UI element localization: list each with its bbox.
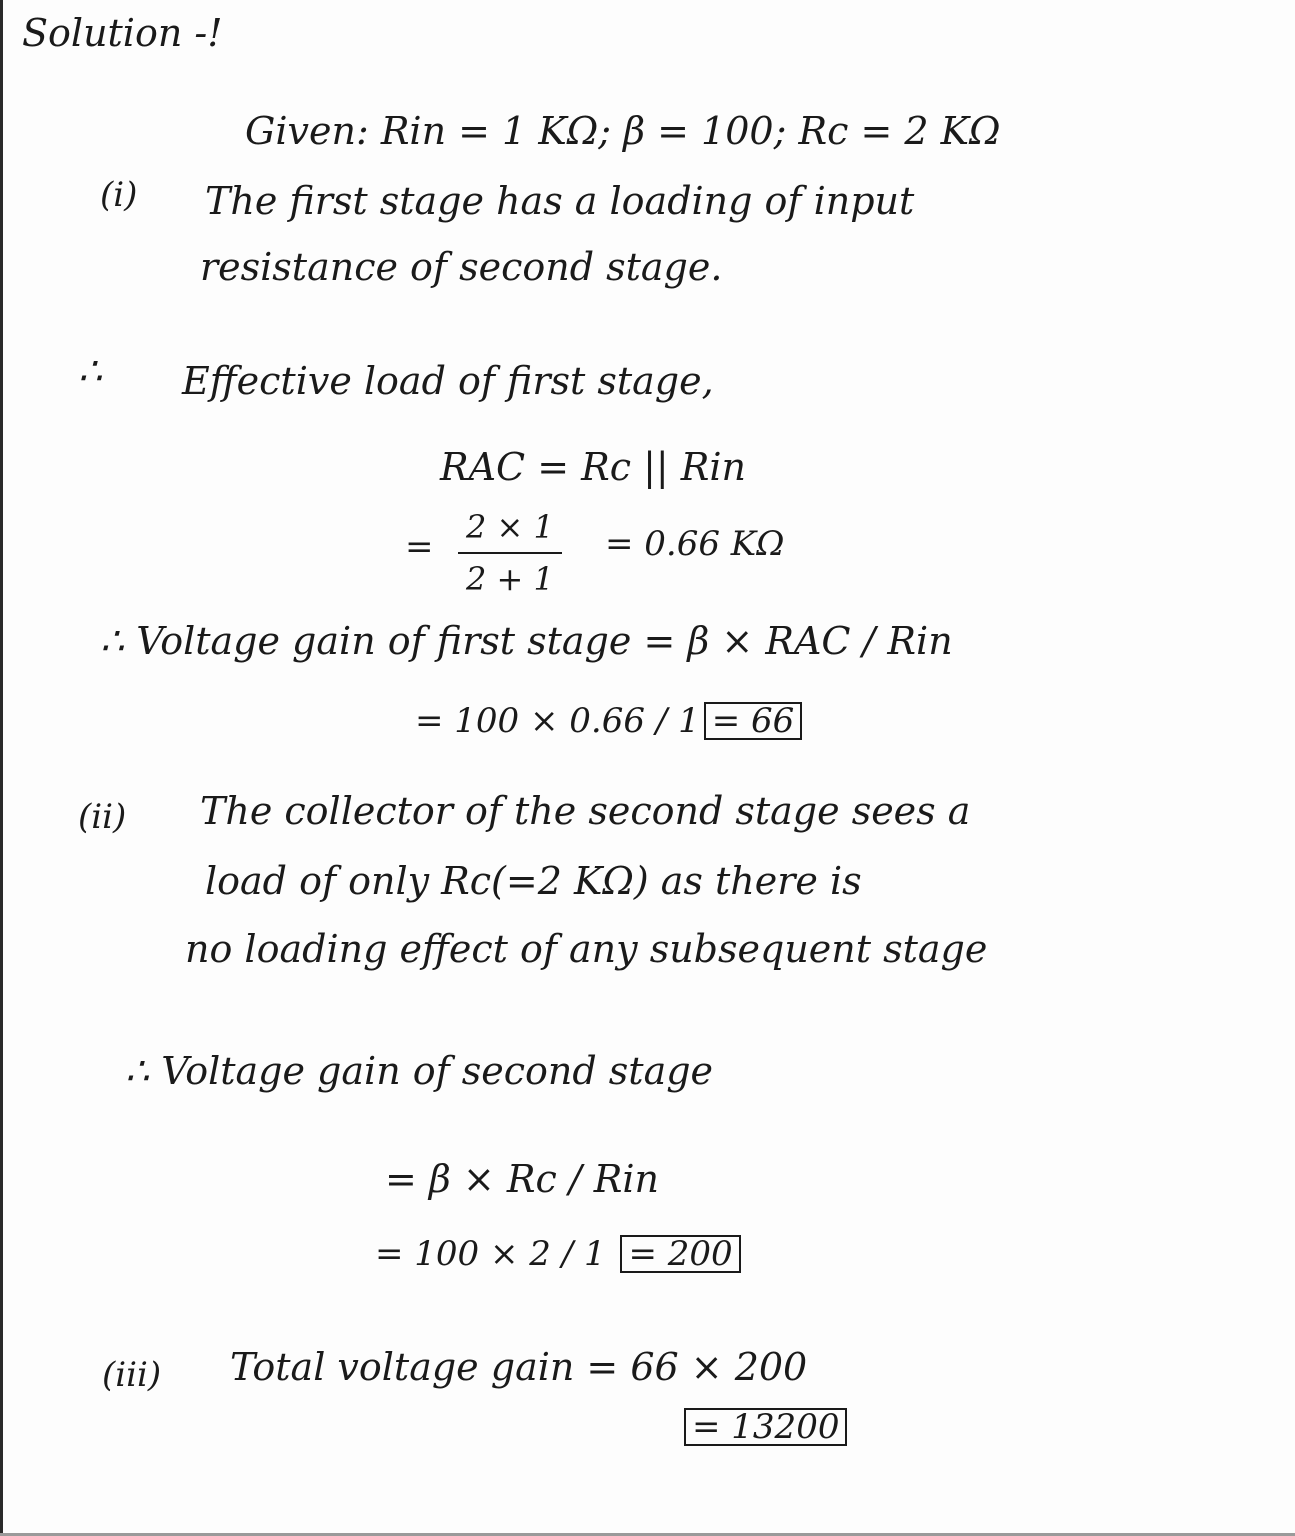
page-left-edge xyxy=(0,0,3,1536)
second-stage-gain-heading: ∴ Voltage gain of second stage xyxy=(125,1049,714,1093)
part2-line1: The collector of the second stage sees a xyxy=(200,789,971,833)
first-stage-gain-calc xyxy=(415,702,802,740)
given-values: Given: Rin = 1 KΩ; β = 100; Rc = 2 KΩ xyxy=(245,109,1001,153)
first-stage-gain-formula: ∴ Voltage gain of first stage = β × RAC / Rin xyxy=(100,619,953,663)
part2-line2: load of only Rc(=2 KΩ) as there is xyxy=(205,859,862,903)
second-stage-gain-calc xyxy=(375,1235,741,1273)
rac-fraction xyxy=(458,508,562,598)
second-stage-gain-formula: = β × Rc / Rin xyxy=(385,1157,659,1201)
second-stage-gain-expression: = 100 × 2 / 1 xyxy=(375,1234,606,1274)
rac-fraction-numerator: 2 × 1 xyxy=(466,508,554,546)
part1-line1: The first stage has a loading of input xyxy=(205,179,915,223)
total-gain-result-wrap xyxy=(680,1408,847,1446)
second-stage-gain-result: = 200 xyxy=(620,1235,740,1273)
rac-formula: RAC = Rc || Rin xyxy=(440,445,747,489)
part1-line2: resistance of second stage. xyxy=(200,245,723,289)
part2-line3: no loading effect of any subsequent stage xyxy=(185,927,988,971)
total-gain-result: = 13200 xyxy=(684,1408,847,1446)
total-gain-line: Total voltage gain = 66 × 200 xyxy=(230,1345,808,1389)
rac-fraction-denominator: 2 + 1 xyxy=(466,560,554,598)
rac-eq-sign: = xyxy=(405,527,434,567)
part1-label: (i) xyxy=(100,175,138,215)
part3-label: (iii) xyxy=(102,1355,162,1395)
therefore-symbol: ∴ xyxy=(78,349,103,393)
rac-fraction-bar xyxy=(458,552,562,554)
part2-label: (ii) xyxy=(78,797,127,837)
first-stage-gain-expression: = 100 × 0.66 / 1 xyxy=(415,701,700,741)
rac-result: = 0.66 KΩ xyxy=(605,524,785,564)
first-stage-gain-result: = 66 xyxy=(704,702,803,740)
solution-title: Solution -! xyxy=(22,11,223,55)
effective-load-text: Effective load of first stage, xyxy=(182,359,714,403)
